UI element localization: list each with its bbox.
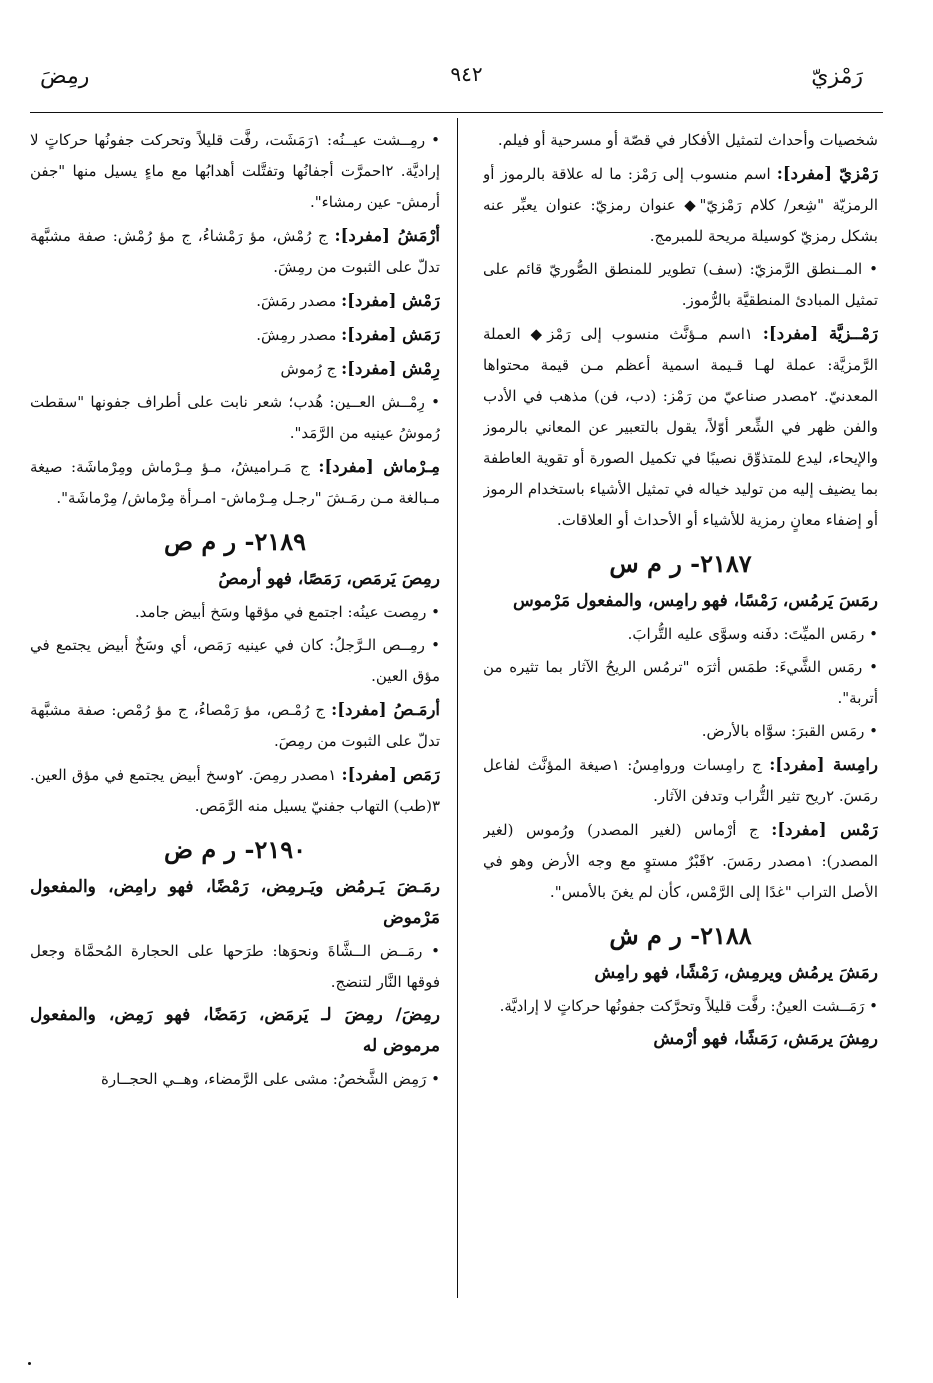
- entry-headword: أرمَـصُ [مفرد]:: [331, 700, 440, 719]
- verb-headline: رمِشَ يرمَش، رَمَشًا، فهو أرْمش: [653, 1029, 878, 1049]
- running-head-right: رَمْزيّ: [811, 64, 863, 89]
- dictionary-entry: [30, 353, 440, 385]
- entry-definition: مصدر رمَشَ.: [256, 292, 342, 310]
- verb-headline: رمَسَ يَرمُس، رَمْسًا، فهو رامِس، والمفعول مَرْموس: [513, 591, 878, 611]
- running-head-left: رمِضَ: [40, 64, 90, 89]
- left-column: [30, 125, 440, 1310]
- entry-headword: رَمَص [مفرد]:: [341, 765, 440, 784]
- dictionary-entry: [483, 318, 878, 536]
- entry-definition: ج أرْماس (لغير المصدر) ورُموس (لغير المصدر): ١مصدر رمَسَ. ٢قَبْرٌ مستوٍ مع وجه الأرض وهو في الأصل التراب "غدًا إلى الرَّمْس، كأن لم يغنَ بالأمس".: [483, 821, 878, 901]
- dictionary-entry: [30, 220, 440, 283]
- definition-paragraph: • رمَس الميِّتَ: دفَنه وسوَّى عليه التُّرابَ.: [627, 625, 878, 643]
- definition-paragraph: • المــنطق الرَّمزيّ: (سف) تطوير للمنطق الصُّوريّ قائم على تمثيل المبادئ المنطقيَّة بالرُّموز.: [483, 260, 878, 309]
- entry-headword: مِـرْماش [مفرد]:: [318, 457, 440, 476]
- entry-definition: ج رُمْش، مؤ رَمْشاءُ، ج مؤ رُمْش: صفة مشبَّهة تدلّ على الثبوت من رمِشَ.: [30, 227, 440, 276]
- definition-paragraph: • رمِصت عينُه: اجتمع في مؤقها وسَخ أبيض جامد.: [134, 603, 440, 621]
- entry-definition: ج رامِسات وروامِسُ: ١صيغة المؤنَّث لفاعل رمَسَ. ٢ريح تثير التُّراب وتدفن الآثار.: [483, 756, 878, 805]
- entry-headword: رِمْش [مفرد]:: [341, 359, 440, 378]
- entry-headword: رَمْش [مفرد]:: [341, 291, 440, 310]
- entry-definition: اسم منسوب إلى رَمْز: ما له علاقة بالرموز أو الرمزيّة "شِعر/ كلام رَمْزيّ"◆ عنوان رمزيّ: عنوان يعبِّر عنه بشكل رمزيّ كوسيلة مريحة للمبرمج.: [483, 165, 878, 245]
- right-column: [483, 125, 878, 1310]
- definition-paragraph: • رَمَــشت العينُ: رفَّت قليلاً وتحرَّكت جفونُها حركاتٍ لا إراديَّة.: [499, 997, 878, 1015]
- dictionary-entry: [30, 759, 440, 822]
- definition-paragraph: • رمَــض الــشَّاةَ ونحوَها: طرَحها على الحجارة المُحمَّاة وجعل فوقها النَّار لتنضج.: [30, 942, 440, 991]
- root-heading: ٢١٩٠- ر م ض: [163, 835, 307, 864]
- verb-headline: رمِصَ يَرمَص، رَمَصًا، فهو أرمصُ: [218, 569, 440, 589]
- entry-headword: رَمْزيّ [مفرد]:: [776, 164, 878, 183]
- entry-definition: مصدر رمِشَ.: [256, 326, 342, 344]
- dictionary-entry: [30, 694, 440, 757]
- verb-headline: رمَـضَ يَـرمُض ويَـرمِض، رَمْضًا، فهو رامِض، والمفعول مَرْموض: [30, 877, 440, 928]
- page-number: ٩٤٢: [450, 62, 483, 86]
- header-rule: [30, 112, 883, 113]
- root-heading: ٢١٨٨- ر م ش: [609, 921, 752, 950]
- column-divider: [457, 118, 458, 1298]
- definition-paragraph: • رمَس الشَّيءَ: طمَس أثرَه "ترمُس الريحُ الآثار بما تثيره من أتربة".: [483, 658, 878, 707]
- dictionary-entry: [30, 319, 440, 351]
- stray-mark: [28, 1362, 31, 1365]
- entry-headword: رَمْس [مفرد]:: [771, 820, 878, 839]
- root-heading: ٢١٨٧- ر م س: [609, 549, 752, 578]
- entry-definition: ج رُمْـص، مؤ رَمْصاءُ، ج مؤ رُمْص: صفة مشبَّهة تدلّ على الثبوت من رمِصَ.: [30, 701, 440, 750]
- verb-headline: رمَشَ يرمُش ويرمِش، رَمْشًا، فهو رامِش: [594, 963, 878, 983]
- entry-headword: رامِسة [مفرد]:: [769, 755, 878, 774]
- definition-paragraph: • رمَس القبرَ: سوَّاه بالأرض.: [701, 722, 878, 740]
- dictionary-entry: [483, 749, 878, 812]
- entry-headword: رَمَش [مفرد]:: [341, 325, 440, 344]
- entry-definition: ١مصدر رمِصَ. ٢وسخ أبيض يجتمع في مؤق العين. ٣(طب) التهاب جفنيّ يسيل منه الرَّمَص.: [30, 766, 440, 815]
- definition-paragraph: • رمِــص الـرَّجلُ: كان في عينيه رَمَص، أي وسَخٌ أبيض يجتمع في مؤق العين.: [30, 636, 440, 685]
- entry-definition: ج مَـراميشُ، مـؤ مِـرْماش ومِرْماشَة: صيغة مـبالغة مـن رمَـشَ "رجـل مِـرْماش- امـرأة مِرْماش/ مِرْماشَة".: [30, 458, 440, 507]
- definition-paragraph: • رمِــشت عيــنُه: ١رَمَشَت، رفَّت قليلاً وتحركت جفونُها حركاتٍ لا إراديَّة. ٢احمرَّت أجفانُها وتفتَّلت أهدابُها مع ماءٍ يسيل منها "جفن أرمش- عين رمشاء".: [30, 131, 440, 211]
- definition-paragraph: شخصيات وأحداث لتمثيل الأفكار في قصّة أو مسرحية أو فيلم.: [497, 131, 878, 149]
- dictionary-entry: [30, 285, 440, 317]
- entry-definition: ج رُموش: [280, 360, 342, 378]
- verb-headline: رمِضَ/ رمِضَ لـ يَرمَض، رَمَضًا، فهو رَمِض، والمفعول مرموض له: [30, 1005, 440, 1056]
- entry-headword: أرْمَشُ [مفرد]:: [334, 226, 440, 245]
- root-heading: ٢١٨٩- ر م ص: [163, 527, 307, 556]
- definition-paragraph: • رِمْــش العــين: هُدب؛ شعر نابت على أطراف جفونها "سقطت رُموشُ عينيه من الرَّمَد".: [30, 393, 440, 442]
- dictionary-entry: [483, 814, 878, 908]
- entry-definition: ١اسم مـؤنَّث منسوب إلى رَمْز◆ العملة الرَّمزيَّة: عملة لهـا قـيمة اسمية أعظم مـن قيمة محتواها المعدنيّ. ٢مصدر صناعيّ من رَمْز: (دب، فن) مذهب في الأدب والفن ظهر في الشِّعر أوّلاً، يقول بالتعبير عن المعاني بالرموز والإيحاء، ليدع للمتذوِّق نصيبًا في تكميل الصورة أو تقوية العاطفة بما يضيف إليه من توليد خياله في تمثيل الأشياء باستخدام الرموز أو إضفاء معانٍ رمزية للأشياء أو الأحداث أو العلاقات.: [483, 325, 878, 529]
- dictionary-entry: [30, 451, 440, 514]
- entry-headword: رَمْــزيَّة [مفرد]:: [762, 324, 878, 343]
- definition-paragraph: • رَمِض الشَّخصُ: مشى على الرَّمضاء، وهــي الحجــارة: [101, 1070, 440, 1088]
- dictionary-entry: [483, 158, 878, 252]
